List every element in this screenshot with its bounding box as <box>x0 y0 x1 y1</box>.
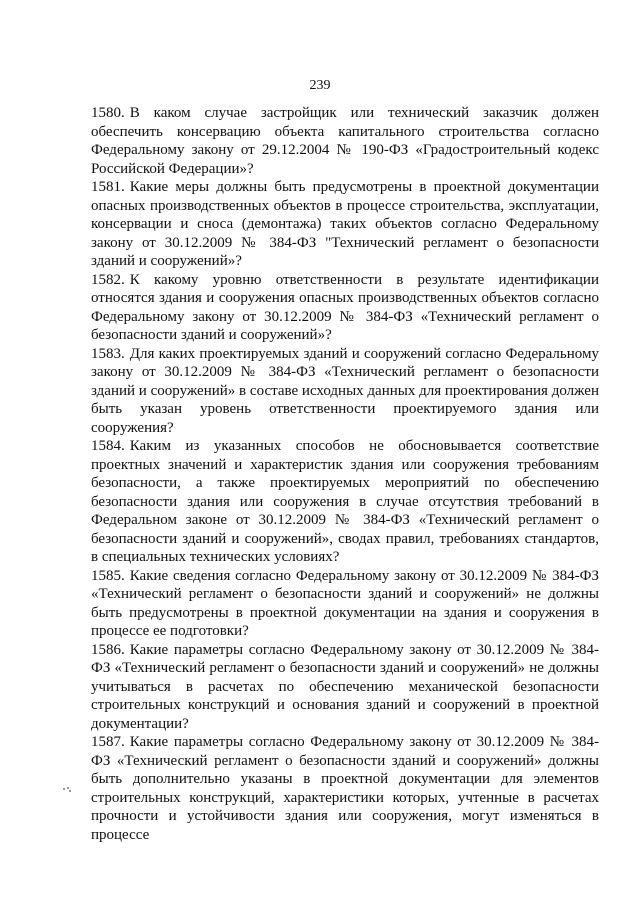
scan-artifact <box>63 787 71 793</box>
question-number: 1584. <box>91 438 125 454</box>
question-1582 <box>91 271 599 345</box>
page-number: 239 <box>309 78 331 93</box>
question-1585 <box>91 567 599 641</box>
question-text: Какие параметры согласно Федеральному закону от 30.12.2009 № 384-ФЗ «Технический регламент о безопасности зданий и сооружений» должны быть дополнительно указаны в проектной документации для элементов строительных конструкций, характеристики которых, учтенные в расчетах прочности и устойчивости здания или сооружения, могут изменяться в процессе <box>91 734 599 843</box>
question-number: 1586. <box>91 641 125 658</box>
question-list <box>91 104 599 844</box>
question-1581 <box>91 178 599 271</box>
question-1584 <box>91 437 599 567</box>
question-text: В каком случае застройщик или технический заказчик должен обеспечить консервацию объекта капитального строительства согласно Федеральному закону от 29.12.2004 № 190-ФЗ «Градостроительный кодекс Российской Федерации»? <box>91 105 599 177</box>
question-number: 1587. <box>91 734 125 750</box>
question-text: Для каких проектируемых зданий и сооружений согласно Федеральному закону от 30.12.2009 № 384-ФЗ «Технический регламент о безопасности зданий и сооружений» в составе исходных данных для проектирования должен быть указан уровень ответственности проектируемого здания или сооружения? <box>91 345 599 436</box>
question-text: Какие сведения согласно Федеральному закону от 30.12.2009 № 384-ФЗ «Технический регламент о безопасности зданий и сооружений» не должны быть предусмотрены в проектной документации на здания и сооружения в процессе ее подготовки? <box>91 567 599 639</box>
question-1580 <box>91 104 599 178</box>
question-text: Какие параметры согласно Федеральному закону от 30.12.2009 № 384-ФЗ «Технический регламент о безопасности зданий и сооружений» не должны учитываться в расчетах по обеспечению механической безопасности строительных конструкций и основания зданий и сооружений в проектной документации? <box>91 641 599 732</box>
question-text: Каким из указанных способов не обосновывается соответствие проектных значений и характеристик здания или сооружения требованиям безопасности, а также проектируемых мероприятий по обеспечению безопасности здания или сооружения в случае отсутствия требований в Федеральном законе от 30.12.2009 № 384-ФЗ «Технический регламент о безопасности зданий и сооружений», сводах правил, требованиях стандартов, в специальных технических условиях? <box>91 438 599 565</box>
question-1586 <box>91 641 599 734</box>
question-number: 1582. <box>91 271 125 288</box>
question-text: Какие меры должны быть предусмотрены в проектной документации опасных производственных объектов в процессе строительства, эксплуатации, консервации и сноса (демонтажа) таких объектов согласно Федеральному закону от 30.12.2009 № 384-ФЗ "Технический регламент о безопасности зданий и сооружений»? <box>91 179 599 269</box>
question-number: 1581. <box>91 179 125 195</box>
question-1583 <box>91 345 599 438</box>
question-number: 1580. <box>91 105 125 121</box>
question-1587 <box>91 733 599 844</box>
question-number: 1585. <box>91 567 125 584</box>
question-text: К какому уровню ответственности в результате идентификации относятся здания и сооружения опасных производственных объектов согласно Федеральному закону от 30.12.2009 № 384-ФЗ «Технический регламент о безопасности зданий и сооружений»? <box>91 271 599 343</box>
question-number: 1583. <box>91 345 125 362</box>
